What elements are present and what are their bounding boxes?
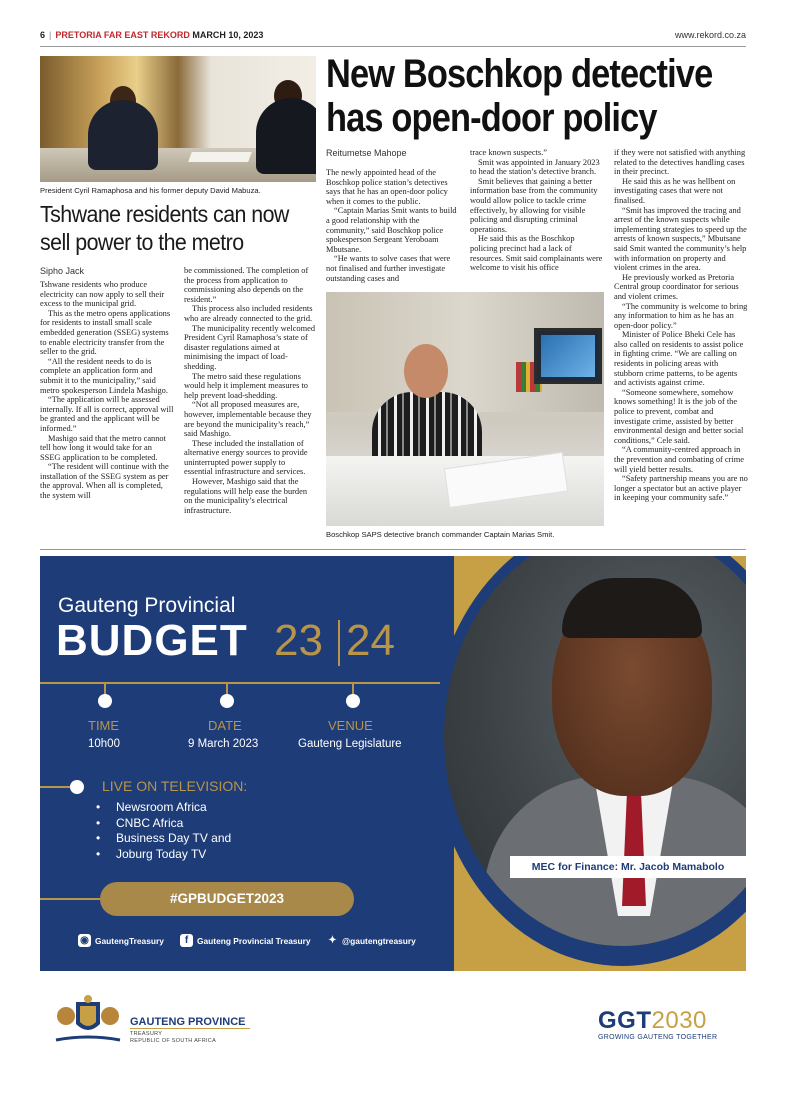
photo-person-head <box>404 344 448 398</box>
photo-monitor-screen <box>541 335 595 377</box>
paragraph: “The resident will continue with the installation of the SSEG system as per the approval. When all is completed, the system will <box>40 462 169 501</box>
photo-hair <box>562 578 702 638</box>
paragraph: Minister of Police Bheki Cele has also called on residents to assist police in fighting crime. “We are calling on residents in policing areas with stubborn crime patterns, to be agents and activists against crime. <box>614 330 744 388</box>
header-separator: | <box>49 30 52 40</box>
paragraph: “The community is welcome to bring any information to him as he has an open-door policy.” <box>614 301 748 330</box>
paragraph: These included the installation of alternative energy sources to provide uninterrupted power supply to essential infrastructure and services. <box>184 438 308 477</box>
paragraph: “Captain Marias Smit wants to build a good relationship with the community,” said Boschkop police spokesperson Sergeant Yeroboam Mbutsane. <box>326 206 457 254</box>
page-number: 6 <box>40 30 46 40</box>
paragraph: Smit believes that gaining a better information base from the community would allow police to tackle crime effectively, by allowing for visible policing and disrupting criminal operations. <box>470 176 598 234</box>
paragraph: He said this as he was hellbent on investigating cases that were not finalised. <box>614 176 736 205</box>
gauteng-province-underline <box>130 1028 250 1029</box>
article-left-col1 <box>40 280 174 501</box>
article-right-col3 <box>614 148 748 503</box>
advert-year-separator <box>338 620 340 666</box>
headline-boschkop <box>326 52 713 140</box>
paragraph: Tshwane residents who produce electricity can now apply to sell their excess to the municipal grid. <box>40 280 165 309</box>
tv-dot <box>70 780 84 794</box>
paragraph: “All the resident needs to do is complete an application form and submit it to the municipality,” said metro spokesperson Lindela Mashigo. <box>40 356 168 395</box>
venue-label: VENUE <box>328 718 373 733</box>
ggt2030-logo <box>598 1008 707 1034</box>
header-left <box>40 30 263 40</box>
advert-title-big: BUDGET <box>56 616 248 665</box>
paragraph: “Smit has improved the tracing and arrest of the known suspects while implementing strategies to speed up the arrests of known suspects,” Mbutsane said Smit wanted the community’s help with information on property and violent crimes in the area. <box>614 205 747 273</box>
hashtag-connector <box>40 898 104 900</box>
paragraph: “Not all proposed measures are, however, implementable because they are beyond the municipality’s reach,” said Mashigo. <box>184 400 312 439</box>
budget-advert <box>40 556 746 971</box>
byline-right: Reitumetse Mahope <box>326 148 407 158</box>
twitter-handle[interactable]: @gautengtreasury <box>342 936 416 946</box>
photo-monitor <box>534 328 602 384</box>
venue-value: Gauteng Legislature <box>298 738 402 750</box>
paragraph: The newly appointed head of the Boschkop police station’s detectives says that he has an open-door policy when it comes to the public. <box>326 168 448 206</box>
list-item: • CNBC Africa <box>96 816 231 832</box>
advert-photo-mec <box>444 556 746 946</box>
paragraph: “The application will be assessed internally. If all is correct, approval will be granted and the applicant will be informed.” <box>40 395 174 433</box>
paper-name: PRETORIA FAR EAST REKORD <box>55 30 190 40</box>
time-value: 10h00 <box>88 738 120 750</box>
date-value: 9 March 2023 <box>188 738 259 750</box>
twitter-icon: ✦ <box>328 935 337 946</box>
photo-person-body <box>256 98 316 174</box>
paragraph: This as the metro opens applications for residents to install small scale embedded generation (SSEG) systems to enable electricity transfer from the seller to the grid. <box>40 308 171 357</box>
advert-title-small: Gauteng Provincial <box>58 594 236 617</box>
treasury-label: TREASURY <box>130 1031 163 1037</box>
list-item: • Joburg Today TV <box>96 847 231 863</box>
gauteng-crest-icon <box>52 994 124 1044</box>
article-right-col2 <box>470 148 604 273</box>
facebook-handle[interactable]: Gauteng Provincial Treasury <box>197 936 311 946</box>
paragraph: He said this as the Boschkop policing precinct had a lack of resources. Smit said complainants were welcome to visit his office <box>470 234 603 273</box>
hashtag-pill: #GPBUDGET2023 <box>100 882 354 916</box>
time-label: TIME <box>88 718 120 733</box>
photo-caption-right: Boschkop SAPS detective branch commander Captain Marias Smit. <box>326 530 555 539</box>
tv-channel-list <box>96 800 231 862</box>
instagram-icon: ◉ <box>78 934 91 947</box>
byline-left: Sipho Jack <box>40 266 85 276</box>
page-header <box>40 30 746 44</box>
date-label: DATE <box>208 718 242 733</box>
ggt-tagline: GROWING GAUTENG TOGETHER <box>598 1034 718 1041</box>
photo-ramaphosa-mabuza <box>40 56 316 182</box>
timeline-dot <box>98 694 112 708</box>
list-item: • Business Day TV and <box>96 831 231 847</box>
article-right-col1 <box>326 168 462 283</box>
paragraph: He previously worked as Pretoria Central group coordinator for serious and violent crimes. <box>614 272 739 301</box>
photo-captain-smit <box>326 292 604 526</box>
mec-caption: MEC for Finance: Mr. Jacob Mamabolo <box>510 856 746 878</box>
paragraph: Mashigo said that the metro cannot tell how long it would take for an SSEG application to be completed. <box>40 433 166 462</box>
list-item: • Newsroom Africa <box>96 800 231 816</box>
headline-tshwane: Tshwane residents can now sell power to the metro <box>40 201 289 255</box>
article-left-col2 <box>184 266 316 515</box>
paragraph: trace known suspects.” <box>470 148 547 157</box>
photo-papers <box>188 152 252 162</box>
paragraph: The metro said these regulations would help it implement measures to help prevent load-shedding. <box>184 371 308 400</box>
tv-title: LIVE ON TELEVISION: <box>102 778 248 794</box>
paragraph: However, Mashigo said that the regulations will help ease the burden on the municipality’s electrical infrastructure. <box>184 477 308 515</box>
paragraph: The municipality recently welcomed President Cyril Ramaphosa’s state of disaster regulations aimed at minimising the impact of load-shedding. <box>184 323 316 371</box>
advert-year-b: 24 <box>346 616 395 665</box>
paragraph: “Someone somewhere, somehow knows something! It is the job of the police to prevent, combat and investigate crime, assisted by better environmental design and better social conditions,” Cele said. <box>614 387 744 445</box>
section-divider <box>40 549 746 550</box>
issue-date: MARCH 10, 2023 <box>192 30 264 40</box>
paragraph: “Safety partnership means you are no longer a spectator but an active player in keeping your community safe.” <box>614 474 748 503</box>
facebook-icon: f <box>180 934 193 947</box>
paragraph: This process also included residents who are already connected to the grid. <box>184 304 313 323</box>
paragraph: Smit was appointed in January 2023 to head the station’s detective branch. <box>470 157 600 177</box>
ggt-logo-letters: GGT <box>598 1007 652 1034</box>
gauteng-province-name: GAUTENG PROVINCE <box>130 1016 246 1028</box>
paragraph: “A community-centred approach in the prevention and combating of crime will yield better results. <box>614 445 745 474</box>
header-divider <box>40 46 746 47</box>
website-link[interactable]: www.rekord.co.za <box>674 30 746 40</box>
paragraph: if they were not satisfied with anything related to the detectives handling cases in their precinct. <box>614 148 746 177</box>
advert-timeline <box>40 682 440 684</box>
paragraph: “He wants to solve cases that were not finalised and further investigate outstanding cases and <box>326 254 451 283</box>
timeline-dot <box>220 694 234 708</box>
republic-label: REPUBLIC OF SOUTH AFRICA <box>130 1038 217 1044</box>
paragraph: be commissioned. The completion of the process from application to commissioning also depends on the resident.” <box>184 266 309 304</box>
headline-line: has open-door policy <box>326 96 657 140</box>
headline-line: New Boschkop detective <box>326 52 713 96</box>
photo-caption-left: President Cyril Ramaphosa and his former deputy David Mabuza. <box>40 186 261 195</box>
instagram-handle[interactable]: GautengTreasury <box>95 936 164 946</box>
timeline-dot <box>346 694 360 708</box>
ggt-logo-year: 2030 <box>651 1007 707 1034</box>
advert-year-a: 23 <box>274 616 323 665</box>
photo-person-body <box>88 100 158 170</box>
